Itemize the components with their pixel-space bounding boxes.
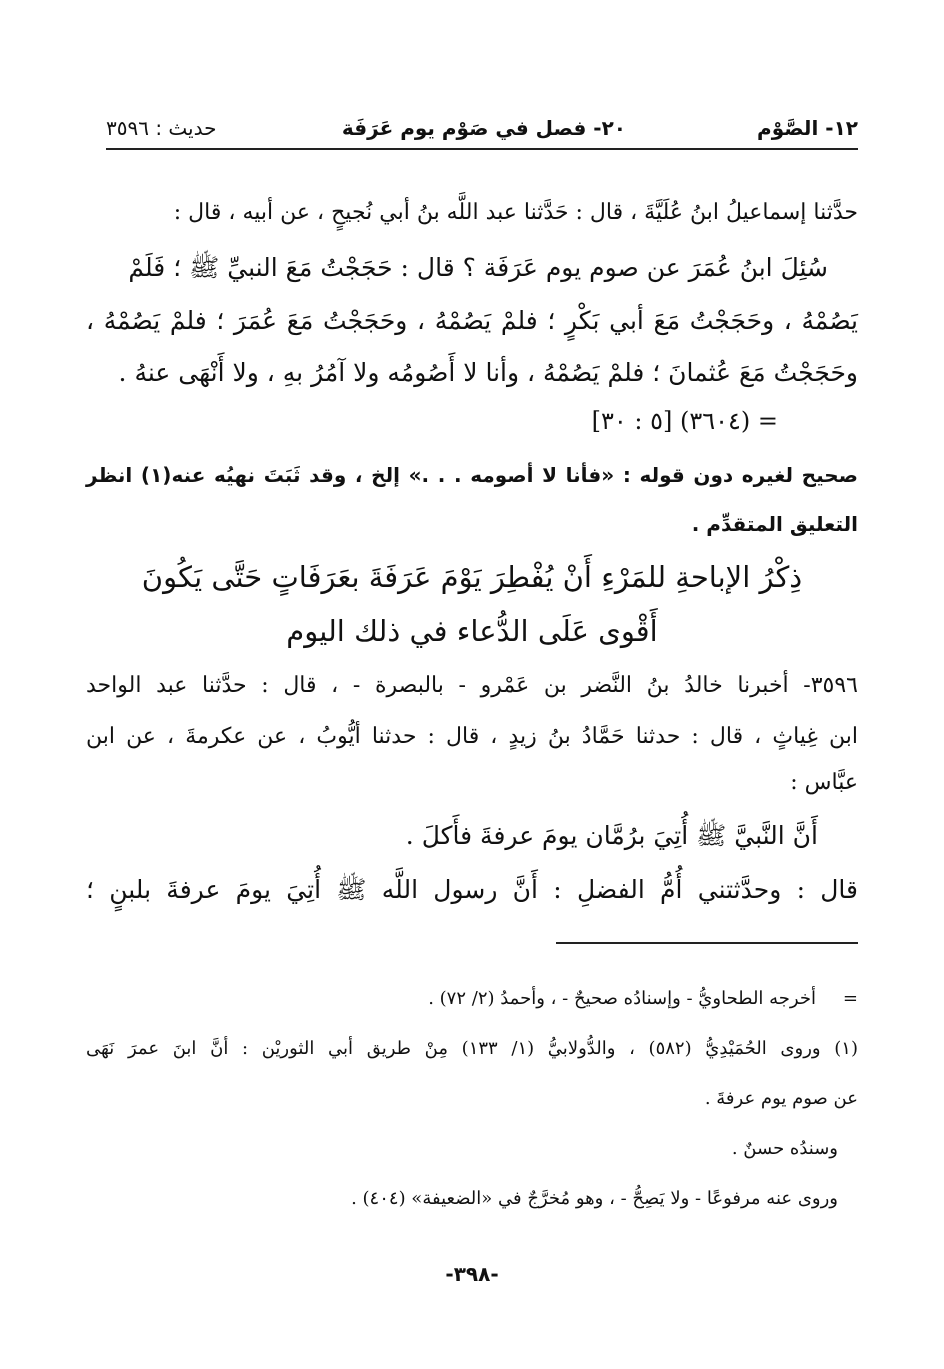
footnote-line: وروى عنه مرفوعًا - ولا يَصِحُّ - ، وهو مُخرَّجٌ في «الضعيفة» (٤٠٤) . [351,1188,838,1209]
grading-line: التعليق المتقدِّم . [691,512,858,536]
running-header [106,112,858,148]
hadith-body-line: ابن غِياثٍ ، قال : حدثنا حَمَّادُ بنُ زيدٍ ، قال : حدثنا أيُّوبُ ، عن عكرمةَ ، عن ابن [86,724,858,749]
header-hadith-ref: حديث : ٣٥٩٦ [106,116,217,140]
isnad-intro: حدَّثنا إسماعيلُ ابنُ عُلَيَّةَ ، قال : حَدَّثنا عبد اللَّه بنُ أبي نُجيحٍ ، عن أبيه ، قال : [173,200,858,225]
chapter-title: ذِكْرُ الإباحةِ للمَرْءِ أَنْ يُفْطِرَ يَوْمَ عَرَفَةَ بعَرَفَاتٍ حَتَّى يَكُونَ [141,560,803,594]
chapter-title: أَقْوى عَلَى الدُّعاء في ذلك اليوم [286,614,658,648]
header-section: ٢٠- فصل في صَوْم يوم عَرَفَة [341,116,626,140]
footnote-divider [556,942,858,944]
page-number: -٣٩٨- [445,1262,499,1286]
header-divider [106,148,858,150]
hadith-line-text: سُئِلَ ابنُ عُمَرَ عن صوم يوم عَرَفَة ؟ قال : حَجَجْتُ مَعَ النبيِّ ﷺ ؛ فَلَمْ [128,253,828,282]
footnote-continuation: أخرجه الطحاويُّ - وإسنادُه صحيحٌ - ، وأحمدُ (٢/ ٧٢) . [428,988,816,1009]
grading-line: صحيح لغيره دون قوله : «فأنا لا أصومه . . .» إلخ ، وقد ثَبَتَ نهيُه عنه(١) انظر [86,463,858,487]
hadith-line: وحَجَجْتُ مَعَ عُثمانَ ؛ فلمْ يَصُمْهُ ، وأنا لا أَصُومُه ولا آمُرُ بهِ ، ولا أَنْهَى عنهُ . [118,358,858,387]
footnote-line: (١) وروى الحُمَيْدِيُّ (٥٨٢) ، والدُّولابيُّ (١/ ١٣٣) مِنْ طريق أبي الثوريْن : أنَّ ابنَ عمرَ نَهَى [86,1038,858,1059]
hadith-body-line: ٣٥٩٦- أخبرنا خالدُ بنُ النَّضر بن عَمْرو - بالبصرة - ، قال : حدَّثنا عبد الواحد [86,673,858,698]
footnote-line: عن صوم يوم عرفةَ . [704,1088,858,1109]
header-chapter: ١٢- الصَّوْم [757,116,858,140]
hadith-body-line: قال : وحدَّثتني أُمُّ الفضلِ : أَنَّ رسول اللَّه ﷺ أُتِيَ يومَ عرفةَ بلبنٍ ؛ [86,875,858,904]
hadith-body-line: أَنَّ النَّبيَّ ﷺ أُتِيَ برُمَّان يومَ عرفةَ فأَكلَ . [405,821,818,850]
footnote-continuation-marker: = [842,988,858,1009]
hadith-line [86,252,858,289]
hadith-body-line: عبَّاس : [790,770,858,795]
hadith-line: يَصُمْهُ ، وحَجَجْتُ مَعَ أبي بَكْرٍ ؛ فلمْ يَصُمْهُ ، وحَجَجْتُ مَعَ عُمَرَ ؛ فلمْ يَصُمْهُ ، [86,306,858,335]
footnote-line: وسندُه حسنٌ . [731,1138,838,1159]
cross-reference: = (٣٦٠٤) [٥ : ٣٠] [591,407,778,435]
